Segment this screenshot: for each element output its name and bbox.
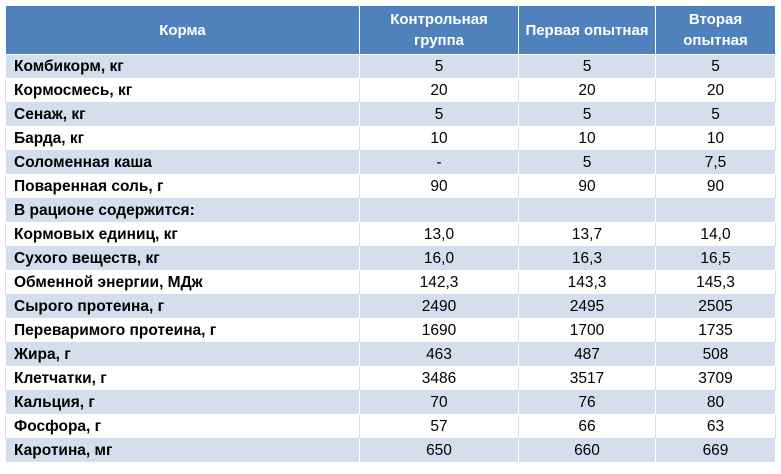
table-row — [6, 271, 776, 295]
header-control-group: Контрольная группа — [360, 6, 519, 55]
row-label: Комбикорм, кг — [6, 55, 360, 79]
ration-table — [5, 5, 776, 463]
row-label: Кормосмесь, кг — [6, 79, 360, 103]
first-experimental-value: 66 — [519, 415, 656, 439]
row-label: Клетчатки, г — [6, 367, 360, 391]
first-experimental-value: 76 — [519, 391, 656, 415]
first-experimental-value: 10 — [519, 127, 656, 151]
second-experimental-value: 10 — [656, 127, 776, 151]
second-experimental-value: 508 — [656, 343, 776, 367]
table-row — [6, 127, 776, 151]
table-row — [6, 55, 776, 79]
control-group-value: 90 — [360, 175, 519, 199]
first-experimental-value: 5 — [519, 151, 656, 175]
first-experimental-value: 660 — [519, 439, 656, 463]
control-group-value: 13,0 — [360, 223, 519, 247]
control-group-value: 142,3 — [360, 271, 519, 295]
row-label: Фосфора, г — [6, 415, 360, 439]
first-experimental-value: 20 — [519, 79, 656, 103]
row-label: В рационе содержится: — [6, 199, 360, 223]
control-group-value: 650 — [360, 439, 519, 463]
second-experimental-value: 5 — [656, 55, 776, 79]
first-experimental-value: 487 — [519, 343, 656, 367]
control-group-value: 2490 — [360, 295, 519, 319]
second-experimental-value: 1735 — [656, 319, 776, 343]
row-label: Поваренная соль, г — [6, 175, 360, 199]
control-group-value: 5 — [360, 55, 519, 79]
table-row — [6, 103, 776, 127]
row-label: Сенаж, кг — [6, 103, 360, 127]
table-row — [6, 223, 776, 247]
second-experimental-value: 669 — [656, 439, 776, 463]
second-experimental-value: 145,3 — [656, 271, 776, 295]
second-experimental-value: 90 — [656, 175, 776, 199]
row-label: Кормовых единиц, кг — [6, 223, 360, 247]
second-experimental-value: 3709 — [656, 367, 776, 391]
control-group-value: - — [360, 151, 519, 175]
table-row — [6, 391, 776, 415]
first-experimental-value: 3517 — [519, 367, 656, 391]
second-experimental-value: 16,5 — [656, 247, 776, 271]
table-row — [6, 175, 776, 199]
second-experimental-value: 20 — [656, 79, 776, 103]
first-experimental-value: 2495 — [519, 295, 656, 319]
table-body — [6, 55, 776, 463]
ration-table-container — [5, 5, 776, 463]
first-experimental-value: 5 — [519, 103, 656, 127]
table-row — [6, 319, 776, 343]
first-experimental-value: 1700 — [519, 319, 656, 343]
second-experimental-value: 2505 — [656, 295, 776, 319]
table-row — [6, 151, 776, 175]
second-experimental-value: 80 — [656, 391, 776, 415]
row-label: Жира, г — [6, 343, 360, 367]
table-row — [6, 439, 776, 463]
first-experimental-value: 143,3 — [519, 271, 656, 295]
row-label: Сырого протеина, г — [6, 295, 360, 319]
header-feeds: Корма — [6, 6, 360, 55]
table-row — [6, 199, 776, 223]
control-group-value: 1690 — [360, 319, 519, 343]
row-label: Обменной энергии, МДж — [6, 271, 360, 295]
control-group-value — [360, 199, 519, 223]
control-group-value: 20 — [360, 79, 519, 103]
first-experimental-value: 16,3 — [519, 247, 656, 271]
second-experimental-value: 7,5 — [656, 151, 776, 175]
row-label: Переваримого протеина, г — [6, 319, 360, 343]
row-label: Каротина, мг — [6, 439, 360, 463]
table-row — [6, 415, 776, 439]
second-experimental-value: 63 — [656, 415, 776, 439]
table-row — [6, 247, 776, 271]
control-group-value: 16,0 — [360, 247, 519, 271]
first-experimental-value: 13,7 — [519, 223, 656, 247]
header-first-experimental: Первая опытная — [519, 6, 656, 55]
control-group-value: 10 — [360, 127, 519, 151]
row-label: Сухого веществ, кг — [6, 247, 360, 271]
first-experimental-value — [519, 199, 656, 223]
table-row — [6, 295, 776, 319]
row-label: Барда, кг — [6, 127, 360, 151]
control-group-value: 70 — [360, 391, 519, 415]
second-experimental-value: 5 — [656, 103, 776, 127]
header-second-experimental: Вторая опытная — [656, 6, 776, 55]
row-label: Соломенная каша — [6, 151, 360, 175]
control-group-value: 463 — [360, 343, 519, 367]
header-row — [6, 6, 776, 55]
first-experimental-value: 90 — [519, 175, 656, 199]
second-experimental-value — [656, 199, 776, 223]
first-experimental-value: 5 — [519, 55, 656, 79]
second-experimental-value: 14,0 — [656, 223, 776, 247]
row-label: Кальция, г — [6, 391, 360, 415]
table-row — [6, 343, 776, 367]
table-row — [6, 367, 776, 391]
control-group-value: 57 — [360, 415, 519, 439]
control-group-value: 3486 — [360, 367, 519, 391]
table-header — [6, 6, 776, 55]
control-group-value: 5 — [360, 103, 519, 127]
table-row — [6, 79, 776, 103]
